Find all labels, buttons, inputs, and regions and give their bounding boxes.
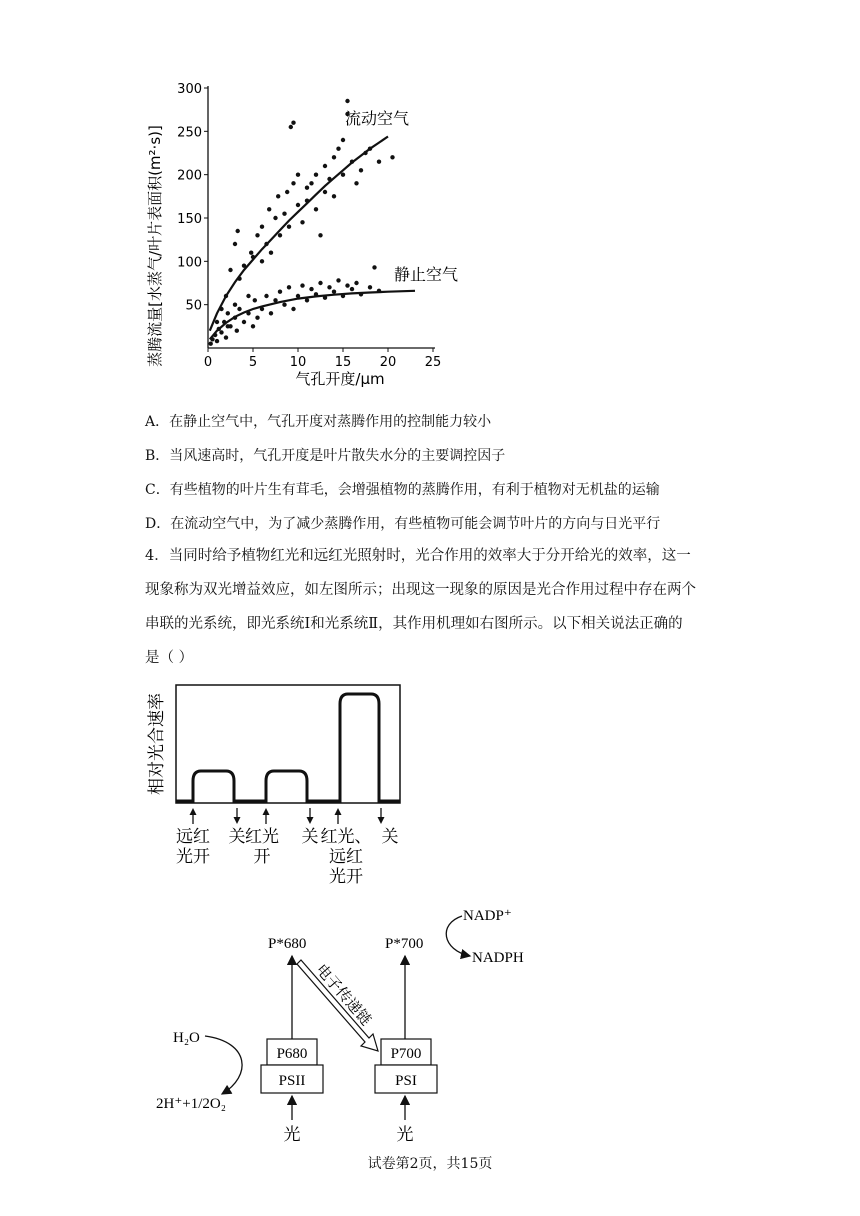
scatter-point xyxy=(276,194,280,198)
trend-line-flowing xyxy=(210,137,388,331)
scatter-point xyxy=(332,194,336,198)
scatter-point xyxy=(341,138,345,142)
on-arrow-head xyxy=(190,808,197,815)
scatter-point xyxy=(255,233,259,237)
page-footer: 试卷第2页，共15页 xyxy=(367,1156,493,1172)
scatter-point xyxy=(278,290,282,294)
scatter-point xyxy=(305,186,309,190)
light-label-psii: 光 xyxy=(283,1125,301,1145)
scatter-point xyxy=(345,283,349,287)
scatter-point xyxy=(336,278,340,282)
off-arrow-head xyxy=(307,817,314,824)
scatter-point xyxy=(249,251,253,255)
series-label-still: 静止空气 xyxy=(394,265,459,284)
scatter-point xyxy=(332,290,336,294)
option-a: A．在静止空气中，气孔开度对蒸腾作用的控制能力较小 xyxy=(145,414,492,430)
scatter-point xyxy=(267,207,271,211)
p680-label: P680 xyxy=(276,1046,308,1062)
x-tick-label: 20 xyxy=(379,355,397,370)
x-tick-label: 0 xyxy=(203,355,213,370)
scatter-point xyxy=(287,285,291,289)
x-tick-label: 25 xyxy=(424,355,442,370)
y-tick-label: 300 xyxy=(177,82,202,97)
question-4-line-3: 串联的光系统，即光系统Ⅰ和光系统Ⅱ，其作用机理如右图所示。以下相关说法正确的 xyxy=(145,616,683,632)
scatter-point xyxy=(300,283,304,287)
nadph-label: NADPH xyxy=(472,950,524,966)
chart-xlabel: 气孔开度/μm xyxy=(295,370,385,388)
scatter-point xyxy=(242,320,246,324)
rate-event-label: 红光 xyxy=(245,827,279,847)
scatter-point xyxy=(285,190,289,194)
chart-ylabel-group xyxy=(146,125,164,367)
p700-star-label: P*700 xyxy=(385,936,424,952)
rate-event-label: 远红 xyxy=(329,847,363,867)
p680-star-label: P*680 xyxy=(268,936,307,952)
scatter-point xyxy=(235,329,239,333)
electron-transport-arrow xyxy=(297,960,378,1051)
scatter-point xyxy=(368,285,372,289)
scatter-point xyxy=(209,342,213,346)
psii-label: PSII xyxy=(278,1073,306,1089)
transpiration-chart xyxy=(140,78,480,388)
x-tick-label: 10 xyxy=(289,355,307,370)
scatter-point xyxy=(236,229,240,233)
rate-event-label: 红光、 xyxy=(320,827,372,847)
scatter-point xyxy=(314,173,318,177)
scatter-point xyxy=(215,320,219,324)
scatter-point xyxy=(309,287,313,291)
scatter-point xyxy=(269,311,273,315)
option-d: D．在流动空气中，为了减少蒸腾作用，有些植物可能会调节叶片的方向与日光平行 xyxy=(145,516,661,532)
chart-points xyxy=(209,99,395,346)
scatter-point xyxy=(327,285,331,289)
scatter-point xyxy=(345,99,349,103)
rate-trace xyxy=(176,694,400,801)
scatter-point xyxy=(246,294,250,298)
rate-event-label: 光开 xyxy=(176,847,210,867)
question-4-line-1: 4．当同时给予植物红光和远红光照射时，光合作用的效率大于分开给光的效率，这一 xyxy=(145,548,691,564)
photosystem-scheme xyxy=(140,898,560,1148)
off-arrow-head xyxy=(234,817,241,824)
scatter-point xyxy=(260,259,264,263)
scatter-point xyxy=(359,168,363,172)
scatter-point xyxy=(233,303,237,307)
light-label-psi: 光 xyxy=(396,1125,414,1145)
y-tick-label: 200 xyxy=(177,168,202,184)
scatter-point xyxy=(215,339,219,343)
scatter-point xyxy=(228,268,232,272)
scatter-point xyxy=(296,203,300,207)
rate-event-label: 开 xyxy=(253,847,271,867)
scatter-point xyxy=(237,307,241,311)
scatter-point xyxy=(253,298,257,302)
scatter-point xyxy=(354,281,358,285)
electron-chain-label: 电子传递链 xyxy=(312,960,376,1029)
trend-line-still xyxy=(210,291,415,340)
scatter-point xyxy=(332,155,336,159)
scatter-point xyxy=(255,316,259,320)
photosynthesis-rate-chart xyxy=(140,678,420,893)
scatter-point xyxy=(273,216,277,220)
on-arrow-head xyxy=(263,808,270,815)
water-splitting-arrow xyxy=(205,1036,242,1094)
scatter-point xyxy=(314,207,318,211)
scatter-point xyxy=(269,251,273,255)
rate-event-label: 光开 xyxy=(329,867,363,887)
scatter-point xyxy=(282,212,286,216)
psi-label: PSI xyxy=(395,1073,417,1089)
scatter-point xyxy=(300,220,304,224)
scatter-point xyxy=(291,307,295,311)
y-tick-label: 150 xyxy=(177,212,202,227)
h2o-label: H₂O xyxy=(173,1030,200,1046)
rate-chart-ylabel: 相对光合速率 xyxy=(147,693,167,795)
nadp-label: NADP⁺ xyxy=(463,908,512,924)
scatter-point xyxy=(309,181,313,185)
scatter-point xyxy=(291,181,295,185)
scatter-point xyxy=(287,225,291,229)
scatter-point xyxy=(251,324,255,328)
rate-event-label: 关 xyxy=(301,827,319,847)
scatter-point xyxy=(318,281,322,285)
scatter-point xyxy=(354,181,358,185)
products-label: 2H⁺+1/2O₂ xyxy=(156,1096,226,1112)
y-tick-label: 50 xyxy=(185,298,202,314)
x-tick-label: 5 xyxy=(248,355,258,370)
y-tick-label: 100 xyxy=(177,255,202,271)
scatter-point xyxy=(291,121,295,125)
scatter-point xyxy=(372,265,376,269)
scatter-point xyxy=(264,294,268,298)
rate-event-label: 关 xyxy=(381,827,399,847)
scatter-point xyxy=(323,190,327,194)
chart-ylabel: 蒸腾流量[水蒸气/叶片表面积(m²·s)] xyxy=(146,125,164,367)
scatter-point xyxy=(219,330,223,334)
rate-event-label: 远红 xyxy=(176,827,210,847)
rate-chart-event-labels xyxy=(176,808,399,887)
scatter-point xyxy=(278,233,282,237)
scatter-point xyxy=(282,303,286,307)
scatter-point xyxy=(296,173,300,177)
on-arrow-head xyxy=(335,808,342,815)
question-4-line-2: 现象称为双光增益效应，如左图所示；出现这一现象的原因是光合作用过程中存在两个 xyxy=(145,582,696,598)
option-c: C．有些植物的叶片生有茸毛，会增强植物的蒸腾作用，有利于植物对无机盐的运输 xyxy=(145,482,660,498)
scatter-point xyxy=(224,335,228,339)
scatter-point xyxy=(336,147,340,151)
scatter-point xyxy=(377,160,381,164)
scatter-point xyxy=(318,233,322,237)
rate-chart-frame xyxy=(176,685,400,803)
scatter-point xyxy=(341,173,345,177)
question-4-line-4: 是（ ） xyxy=(145,650,194,666)
x-tick-label: 15 xyxy=(334,355,352,370)
scatter-point xyxy=(350,287,354,291)
rate-event-label: 关 xyxy=(228,827,246,847)
p700-label: P700 xyxy=(390,1046,422,1062)
off-arrow-head xyxy=(378,817,385,824)
scatter-point xyxy=(233,242,237,246)
option-b: B．当风速高时，气孔开度是叶片散失水分的主要调控因子 xyxy=(145,448,506,464)
scatter-point xyxy=(260,225,264,229)
y-tick-label: 250 xyxy=(177,125,202,141)
scatter-point xyxy=(323,164,327,168)
scatter-point xyxy=(390,155,394,159)
scatter-point xyxy=(226,311,230,315)
scatter-point xyxy=(228,324,232,328)
scatter-point xyxy=(289,125,293,129)
series-label-flowing: 流动空气 xyxy=(345,109,410,128)
